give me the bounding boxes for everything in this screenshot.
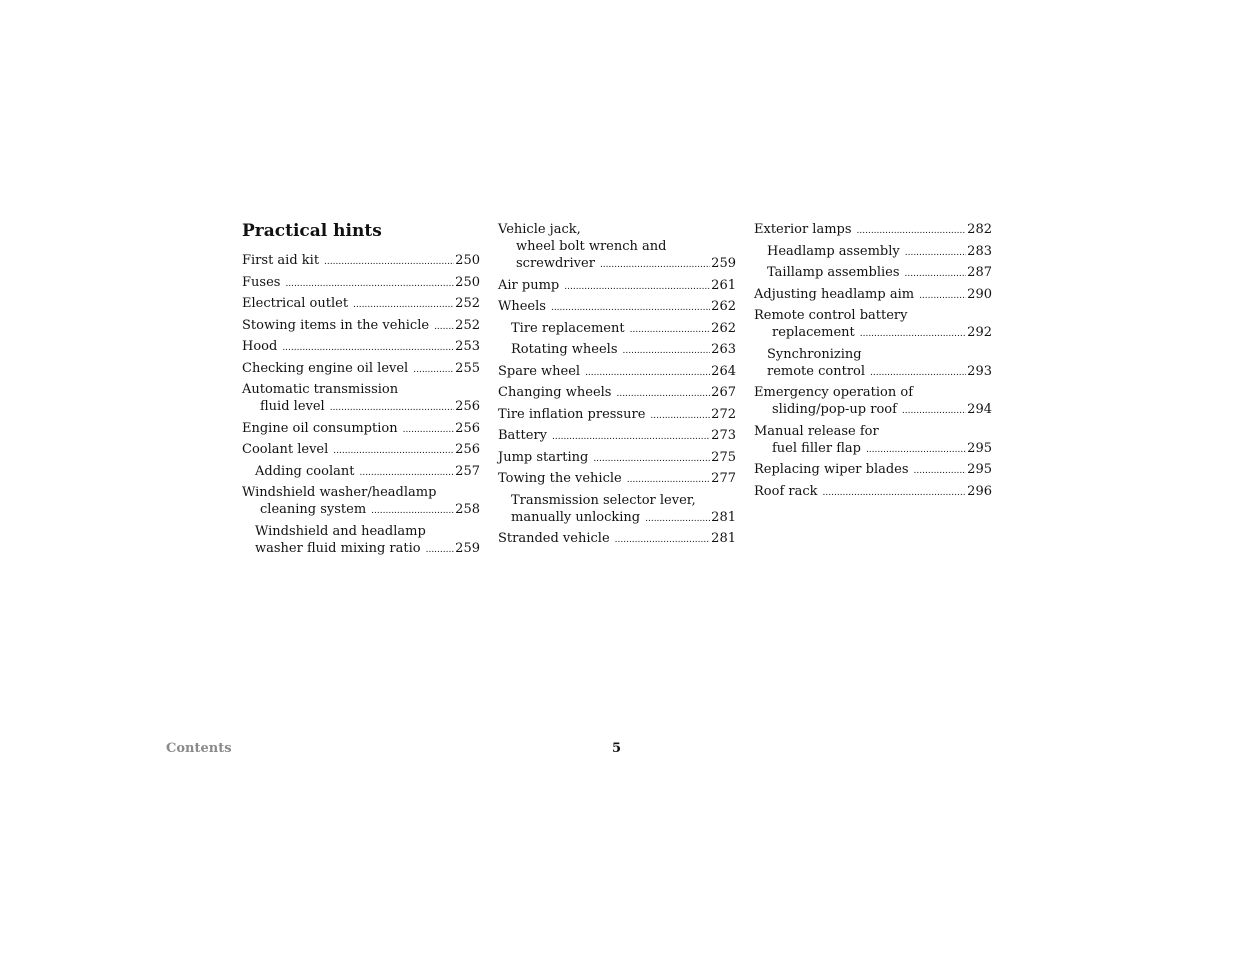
index-entry[interactable] — [754, 483, 992, 502]
entry-text: Synchronizing — [767, 346, 862, 362]
dot-leader — [623, 343, 711, 360]
index-entry[interactable] — [242, 441, 480, 460]
dot-leader — [282, 340, 454, 357]
entry-text: Engine oil consumption — [242, 420, 398, 436]
index-column-2 — [498, 218, 736, 552]
index-entry[interactable] — [498, 427, 736, 446]
dot-leader — [630, 322, 711, 339]
dot-leader — [650, 408, 710, 425]
dot-leader — [593, 451, 710, 468]
dot-leader — [857, 223, 967, 240]
entry-text: Stranded vehicle — [498, 531, 610, 546]
page-reference[interactable]: 255 — [455, 360, 480, 376]
index-entry[interactable] — [242, 463, 480, 482]
dot-leader — [359, 465, 454, 482]
entry-text: fluid level — [260, 399, 325, 414]
entry-text: replacement — [772, 325, 855, 340]
page-reference[interactable]: 258 — [455, 502, 480, 517]
dot-leader — [905, 245, 966, 262]
page-reference[interactable]: 259 — [711, 256, 736, 271]
index-entry[interactable] — [242, 420, 480, 439]
entry-text: Electrical outlet — [242, 296, 349, 311]
index-entry[interactable] — [242, 317, 480, 336]
page-reference[interactable]: 256 — [455, 399, 480, 414]
index-column-1 — [242, 218, 480, 561]
page-reference[interactable]: 259 — [455, 540, 480, 556]
index-entry[interactable] — [498, 320, 736, 339]
index-entry[interactable] — [498, 449, 736, 468]
entry-text: Windshield washer/headlamp — [242, 485, 437, 500]
entry-text: Transmission selector lever, — [511, 492, 696, 508]
dot-leader — [371, 503, 454, 520]
index-entry[interactable] — [498, 363, 736, 382]
entry-text: Air pump — [498, 277, 560, 293]
dot-leader — [434, 319, 454, 336]
entry-text: manually unlocking — [511, 509, 641, 525]
page-reference[interactable]: 277 — [711, 471, 736, 486]
entry-text: Remote control battery — [754, 308, 908, 323]
index-entry[interactable] — [242, 484, 480, 520]
page-reference[interactable]: 261 — [711, 277, 736, 293]
entry-text: Jump starting — [498, 449, 589, 465]
index-entry[interactable] — [242, 295, 480, 314]
index-entry[interactable] — [754, 307, 992, 343]
dot-leader — [353, 297, 454, 314]
entry-text: Replacing wiper blades — [754, 462, 909, 477]
index-entry[interactable] — [242, 523, 480, 559]
index-entry[interactable] — [242, 381, 480, 417]
entry-text: wheel bolt wrench and — [516, 239, 667, 254]
dot-leader — [823, 485, 967, 502]
index-entry[interactable] — [498, 492, 736, 528]
page-reference[interactable]: 264 — [711, 363, 736, 379]
dot-leader — [285, 276, 454, 293]
dot-leader — [860, 326, 966, 343]
page-reference[interactable]: 257 — [455, 463, 480, 479]
entry-text: Rotating wheels — [511, 342, 618, 357]
page-reference[interactable]: 250 — [455, 274, 480, 290]
page-reference[interactable]: 262 — [711, 320, 736, 336]
page-reference[interactable]: 295 — [967, 440, 992, 456]
footer-section-label: Contents — [166, 741, 232, 756]
dot-leader — [919, 288, 966, 305]
dot-leader — [564, 279, 710, 296]
index-entry[interactable] — [498, 470, 736, 489]
page-number: 5 — [612, 741, 622, 756]
page-reference[interactable]: 281 — [711, 531, 736, 546]
page-reference[interactable]: 281 — [711, 509, 736, 525]
entry-text: remote control — [767, 363, 866, 379]
page-reference[interactable]: 262 — [711, 299, 736, 314]
entry-text: sliding/pop-up roof — [772, 402, 897, 417]
index-entry[interactable] — [754, 384, 992, 420]
page-reference[interactable]: 283 — [967, 243, 992, 259]
page-reference[interactable]: 294 — [967, 402, 992, 417]
entry-text: Adjusting headlamp aim — [754, 286, 915, 302]
entry-text: Emergency operation of — [754, 385, 914, 400]
dot-leader — [426, 542, 455, 559]
entry-text: Changing wheels — [498, 385, 612, 400]
index-entry[interactable] — [754, 221, 992, 240]
entry-text: Headlamp assembly — [767, 243, 900, 259]
dot-leader — [333, 443, 454, 460]
index-column-3 — [754, 218, 992, 504]
entry-text: First aid kit — [242, 253, 320, 268]
entry-text: fuel filler flap — [772, 440, 861, 456]
index-entry[interactable] — [498, 341, 736, 360]
page-reference[interactable]: 253 — [455, 339, 480, 354]
page-reference[interactable]: 256 — [455, 420, 480, 436]
dot-leader — [330, 400, 454, 417]
section-title: Practical hints — [242, 221, 382, 241]
dot-leader — [616, 386, 710, 403]
entry-text: Automatic transmission — [242, 382, 399, 397]
entry-text: Hood — [242, 339, 278, 354]
entry-text: Windshield and headlamp — [255, 523, 426, 539]
page-reference[interactable]: 252 — [455, 317, 480, 333]
entry-text: Fuses — [242, 274, 281, 290]
dot-leader — [585, 365, 710, 382]
dot-leader — [413, 362, 454, 379]
dot-leader — [902, 403, 966, 420]
dot-leader — [905, 266, 967, 283]
page-reference[interactable]: 273 — [711, 428, 736, 443]
page-reference[interactable]: 267 — [711, 385, 736, 400]
page-reference[interactable]: 296 — [967, 483, 992, 499]
index-entry[interactable] — [754, 286, 992, 305]
entry-text: Tire replacement — [511, 320, 625, 336]
index-entry[interactable] — [498, 530, 736, 549]
index-entry[interactable] — [754, 243, 992, 262]
dot-leader — [866, 442, 966, 459]
index-entry[interactable] — [754, 461, 992, 480]
index-entry[interactable] — [242, 338, 480, 357]
entry-text: washer fluid mixing ratio — [255, 540, 421, 556]
entry-text: Exterior lamps — [754, 222, 852, 237]
page-reference[interactable]: 272 — [711, 406, 736, 422]
index-entry[interactable] — [498, 406, 736, 425]
dot-leader — [870, 365, 966, 382]
page-reference[interactable]: 292 — [967, 325, 992, 340]
page-reference[interactable]: 275 — [711, 449, 736, 465]
index-entry[interactable] — [498, 384, 736, 403]
page-reference[interactable]: 295 — [967, 462, 992, 477]
page-reference[interactable]: 293 — [967, 363, 992, 379]
entry-text: Adding coolant — [255, 463, 355, 479]
index-entry[interactable] — [242, 360, 480, 379]
index-entry[interactable] — [754, 264, 992, 283]
entry-text: Roof rack — [754, 483, 818, 499]
entry-text: Towing the vehicle — [498, 471, 622, 486]
entry-text: Stowing items in the vehicle — [242, 317, 430, 333]
dot-leader — [324, 254, 454, 271]
entry-text: Spare wheel — [498, 363, 581, 379]
page-reference[interactable]: 282 — [967, 222, 992, 237]
index-entry[interactable] — [754, 346, 992, 382]
page-reference[interactable]: 290 — [967, 286, 992, 302]
dot-leader — [551, 300, 710, 317]
page-reference[interactable]: 287 — [967, 265, 992, 280]
index-entry[interactable] — [242, 252, 480, 271]
entry-text: Tire inflation pressure — [498, 406, 646, 422]
dot-leader — [615, 532, 711, 549]
index-entry[interactable] — [242, 274, 480, 293]
entry-text: Checking engine oil level — [242, 360, 409, 376]
index-entry[interactable] — [754, 423, 992, 459]
entry-text: screwdriver — [516, 256, 595, 271]
entry-text: cleaning system — [260, 502, 367, 517]
dot-leader — [645, 511, 710, 528]
entry-text: Wheels — [498, 299, 546, 314]
dot-leader — [600, 257, 710, 274]
dot-leader — [403, 422, 455, 439]
entry-text: Taillamp assemblies — [767, 265, 900, 280]
index-entry[interactable] — [498, 298, 736, 317]
entry-text: Manual release for — [754, 423, 879, 439]
page-reference[interactable]: 252 — [455, 296, 480, 311]
dot-leader — [914, 463, 967, 480]
page-reference[interactable]: 256 — [455, 442, 480, 457]
index-entry[interactable] — [498, 221, 736, 274]
entry-text: Battery — [498, 428, 548, 443]
index-entry[interactable] — [498, 277, 736, 296]
entry-text: Vehicle jack, — [498, 222, 581, 237]
dot-leader — [552, 429, 710, 446]
dot-leader — [627, 472, 710, 489]
page-reference[interactable]: 250 — [455, 253, 480, 268]
entry-text: Coolant level — [242, 442, 329, 457]
page-reference[interactable]: 263 — [711, 342, 736, 357]
